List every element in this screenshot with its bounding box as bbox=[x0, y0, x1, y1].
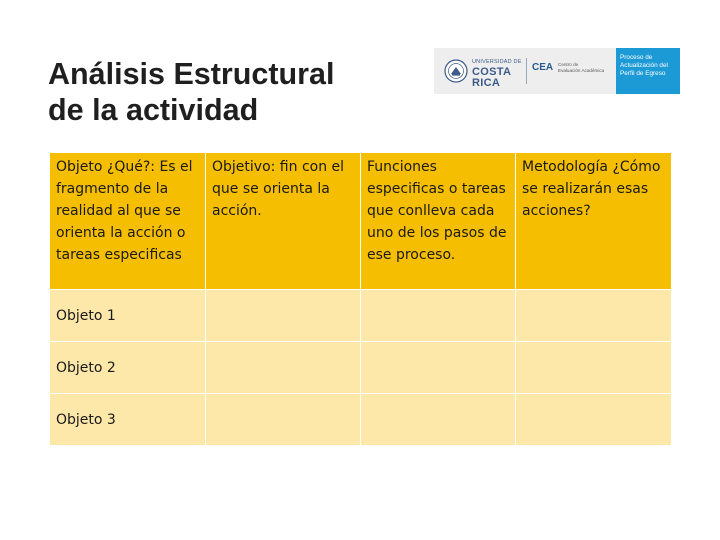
logo-divider bbox=[526, 58, 527, 84]
structural-analysis-table bbox=[49, 152, 672, 446]
table-cell[interactable] bbox=[206, 342, 361, 394]
process-label-line-2: Actualización del bbox=[620, 62, 668, 70]
table-header-row bbox=[50, 153, 672, 290]
institution-logo-banner bbox=[434, 48, 680, 94]
table-cell[interactable] bbox=[516, 290, 672, 342]
row-label-objeto-3: Objeto 3 bbox=[50, 394, 206, 446]
header-metodologia: Metodología ¿Cómo se realizarán esas acciones? bbox=[516, 153, 672, 290]
cea-name bbox=[558, 62, 612, 74]
table-cell[interactable] bbox=[516, 342, 672, 394]
table-row bbox=[50, 394, 672, 446]
cea-acronym: CEA bbox=[532, 62, 554, 73]
ucr-wordmark-line-2: COSTA RICA bbox=[472, 65, 511, 89]
header-funciones: Funciones especificas o tareas que conlleva cada uno de los pasos de ese proceso. bbox=[361, 153, 516, 290]
ucr-wordmark-line-1: UNIVERSIDAD DE bbox=[472, 59, 522, 65]
table-cell[interactable] bbox=[206, 290, 361, 342]
table-cell[interactable] bbox=[206, 394, 361, 446]
cea-name-line-1: Centro de bbox=[558, 62, 579, 67]
slide-title-line-1: Análisis Estructural bbox=[48, 57, 335, 91]
process-label-line-1: Proceso de bbox=[620, 54, 653, 61]
table-cell[interactable] bbox=[361, 290, 516, 342]
table-cell[interactable] bbox=[516, 394, 672, 446]
process-label-line-3: Perfil de Egreso bbox=[620, 70, 666, 78]
process-label-box bbox=[616, 48, 680, 94]
slide-title bbox=[48, 56, 428, 128]
row-label-objeto-2: Objeto 2 bbox=[50, 342, 206, 394]
table-cell[interactable] bbox=[361, 342, 516, 394]
header-objeto: Objeto ¿Qué?: Es el fragmento de la realidad al que se orienta la acción o tareas especificas bbox=[50, 153, 206, 290]
cea-name-line-2: Evaluación Académica bbox=[558, 68, 605, 73]
table-row bbox=[50, 290, 672, 342]
header-objetivo: Objetivo: fin con el que se orienta la acción. bbox=[206, 153, 361, 290]
slide-title-line-2: de la actividad bbox=[48, 93, 259, 127]
ucr-wordmark bbox=[472, 60, 524, 89]
ucr-seal-icon bbox=[444, 59, 468, 83]
table-cell[interactable] bbox=[361, 394, 516, 446]
table-row bbox=[50, 342, 672, 394]
row-label-objeto-1: Objeto 1 bbox=[50, 290, 206, 342]
